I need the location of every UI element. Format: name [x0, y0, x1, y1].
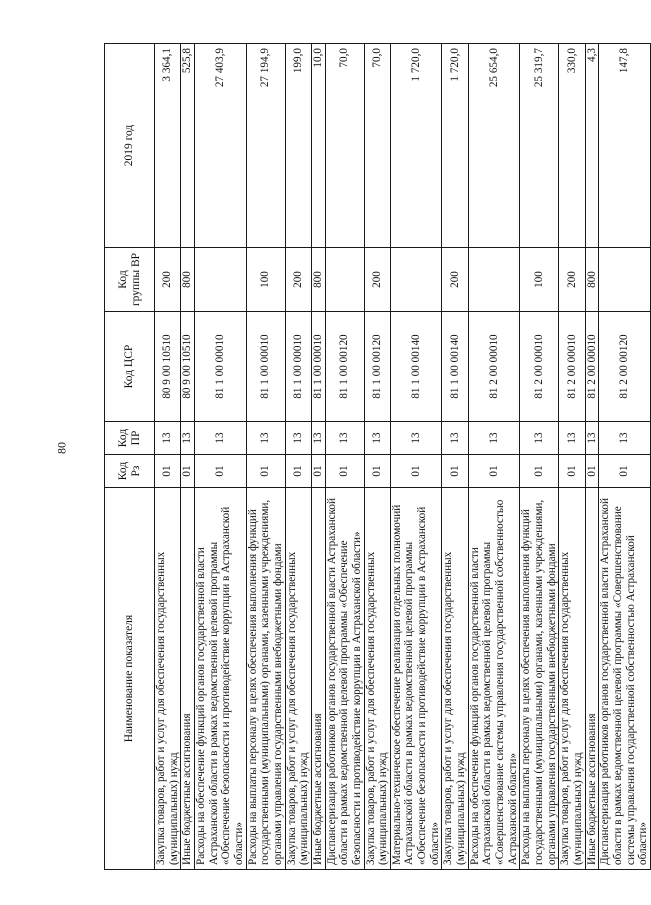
code-pr-cell: 13 [155, 422, 181, 455]
indicator-name-cell: Диспансеризация работников органов государственной власти Астраханской области в рамках ведомственной целевой программы «Совершенствование системы управления государственной собственностью Астраханской области» [599, 488, 651, 870]
indicator-name-cell: Закупка товаров, работ и услуг для обеспечения государственных (муниципальных) нужд [442, 488, 468, 870]
table-body [155, 44, 651, 870]
year-2019-value-cell: 70,0 [364, 44, 390, 248]
code-vr-cell: 200 [559, 248, 585, 312]
table-row [442, 44, 468, 870]
header-indicator-name: Наименование показателя [105, 488, 155, 870]
year-2019-value-cell: 25 319,7 [520, 44, 559, 248]
table-row [311, 44, 325, 870]
indicator-name-cell: Материально-техническое обеспечение реализации отдельных полномочий Астраханской области в рамках ведомственной целевой программы «Обеспечение безопасности и противодействие коррупции в Астраханской области» [390, 488, 442, 870]
indicator-name-cell: Расходы на выплаты персоналу в целях обеспечения выполнения функций государственными (муниципальными) органами, казенными учреждениями, органами управления государственными внебюджетными фондами [246, 488, 285, 870]
code-vr-cell: 200 [155, 248, 181, 312]
code-rz-cell: 01 [599, 455, 651, 488]
code-pr-cell: 13 [194, 422, 246, 455]
year-2019-value-cell: 25 654,0 [468, 44, 520, 248]
code-rz-cell: 01 [155, 455, 181, 488]
code-vr-cell: 200 [285, 248, 311, 312]
indicator-name-cell: Расходы на обеспечение функций органов государственной власти Астраханской области в рамках ведомственной целевой программы «Совершенствование системы управления государственной собственностью Астраханской области» [468, 488, 520, 870]
code-rz-cell: 01 [194, 455, 246, 488]
year-2019-value-cell: 330,0 [559, 44, 585, 248]
code-pr-cell: 13 [442, 422, 468, 455]
indicator-name-cell: Расходы на обеспечение функций органов государственной власти Астраханской области в рамках ведомственной целевой программы «Обеспечение безопасности и противодействие коррупции в Астраханской области» [194, 488, 246, 870]
page-number: 80 [54, 442, 69, 454]
code-pr-cell: 13 [364, 422, 390, 455]
header-code-vr: Код группы ВР [105, 248, 155, 312]
year-2019-value-cell: 27 403,9 [194, 44, 246, 248]
code-pr-cell: 13 [181, 422, 195, 455]
code-pr-cell: 13 [599, 422, 651, 455]
code-pr-cell: 13 [246, 422, 285, 455]
table-row [585, 44, 599, 870]
year-2019-value-cell: 3 364,1 [155, 44, 181, 248]
indicator-name-cell: Иные бюджетные ассигнования [311, 488, 325, 870]
table-row [520, 44, 559, 870]
table-row [390, 44, 442, 870]
code-csr-cell: 81 1 00 00010 [285, 312, 311, 422]
code-csr-cell: 80 9 00 10510 [181, 312, 195, 422]
table-row [155, 44, 181, 870]
code-vr-cell: 800 [311, 248, 325, 312]
code-csr-cell: 81 2 00 00010 [520, 312, 559, 422]
code-csr-cell: 80 9 00 10510 [155, 312, 181, 422]
code-pr-cell: 13 [311, 422, 325, 455]
year-2019-value-cell: 4,3 [585, 44, 599, 248]
code-csr-cell: 81 1 00 00010 [311, 312, 325, 422]
code-pr-cell: 13 [285, 422, 311, 455]
code-csr-cell: 81 1 00 00140 [442, 312, 468, 422]
code-csr-cell: 81 1 00 00120 [325, 312, 364, 422]
code-csr-cell: 81 1 00 00010 [194, 312, 246, 422]
code-rz-cell: 01 [390, 455, 442, 488]
table-row [181, 44, 195, 870]
year-2019-value-cell: 27 194,9 [246, 44, 285, 248]
code-vr-cell [468, 248, 520, 312]
code-vr-cell: 200 [442, 248, 468, 312]
code-pr-cell: 13 [559, 422, 585, 455]
code-rz-cell: 01 [364, 455, 390, 488]
code-pr-cell: 13 [468, 422, 520, 455]
header-year-2019: 2019 год [105, 44, 155, 248]
indicator-name-cell: Иные бюджетные ассигнования [585, 488, 599, 870]
code-rz-cell: 01 [559, 455, 585, 488]
code-csr-cell: 81 2 00 00120 [599, 312, 651, 422]
table-row [599, 44, 651, 870]
code-vr-cell [325, 248, 364, 312]
year-2019-value-cell: 525,8 [181, 44, 195, 248]
code-rz-cell: 01 [311, 455, 325, 488]
indicator-name-cell: Диспансеризация работников органов государственной власти Астраханской области в рамках ведомственной целевой программы «Обеспечение безопасности и противодействие коррупции в Астраханской области» [325, 488, 364, 870]
code-pr-cell: 13 [390, 422, 442, 455]
code-vr-cell: 800 [181, 248, 195, 312]
table-row [285, 44, 311, 870]
table-row [325, 44, 364, 870]
code-csr-cell: 81 1 00 00140 [390, 312, 442, 422]
code-pr-cell: 13 [325, 422, 364, 455]
code-rz-cell: 01 [181, 455, 195, 488]
year-2019-value-cell: 1 720,0 [442, 44, 468, 248]
table-row [194, 44, 246, 870]
code-csr-cell: 81 2 00 00010 [585, 312, 599, 422]
header-code-csr: Код ЦСР [105, 312, 155, 422]
code-rz-cell: 01 [585, 455, 599, 488]
code-csr-cell: 81 1 00 00120 [364, 312, 390, 422]
indicator-name-cell: Расходы на выплаты персоналу в целях обеспечения выполнения функций государственными (муниципальными) органами, казенными учреждениями, органами управления государственными внебюджетными фондами [520, 488, 559, 870]
indicator-name-cell: Закупка товаров, работ и услуг для обеспечения государственных (муниципальных) нужд [285, 488, 311, 870]
code-vr-cell: 100 [520, 248, 559, 312]
budget-table-frame [104, 44, 650, 870]
code-pr-cell: 13 [585, 422, 599, 455]
code-csr-cell: 81 2 00 00010 [468, 312, 520, 422]
indicator-name-cell: Закупка товаров, работ и услуг для обеспечения государственных (муниципальных) нужд [559, 488, 585, 870]
code-vr-cell: 200 [364, 248, 390, 312]
code-rz-cell: 01 [520, 455, 559, 488]
table-row [364, 44, 390, 870]
code-csr-cell: 81 2 00 00010 [559, 312, 585, 422]
year-2019-value-cell: 70,0 [325, 44, 364, 248]
indicator-name-cell: Закупка товаров, работ и услуг для обеспечения государственных (муниципальных) нужд [364, 488, 390, 870]
code-vr-cell [194, 248, 246, 312]
code-rz-cell: 01 [442, 455, 468, 488]
code-vr-cell: 100 [246, 248, 285, 312]
table-header-row [105, 44, 155, 870]
indicator-name-cell: Закупка товаров, работ и услуг для обеспечения государственных (муниципальных) нужд [155, 488, 181, 870]
code-vr-cell: 800 [585, 248, 599, 312]
code-rz-cell: 01 [285, 455, 311, 488]
year-2019-value-cell: 1 720,0 [390, 44, 442, 248]
indicator-name-cell: Иные бюджетные ассигнования [181, 488, 195, 870]
table-row [559, 44, 585, 870]
code-csr-cell: 81 1 00 00010 [246, 312, 285, 422]
table-row [246, 44, 285, 870]
code-vr-cell [599, 248, 651, 312]
budget-table [104, 43, 651, 870]
header-code-pr: Код ПР [105, 422, 155, 455]
code-rz-cell: 01 [325, 455, 364, 488]
year-2019-value-cell: 199,0 [285, 44, 311, 248]
code-vr-cell [390, 248, 442, 312]
year-2019-value-cell: 147,8 [599, 44, 651, 248]
table-row [468, 44, 520, 870]
code-rz-cell: 01 [246, 455, 285, 488]
code-rz-cell: 01 [468, 455, 520, 488]
header-code-rz: Код Рз [105, 455, 155, 488]
code-pr-cell: 13 [520, 422, 559, 455]
year-2019-value-cell: 10,0 [311, 44, 325, 248]
